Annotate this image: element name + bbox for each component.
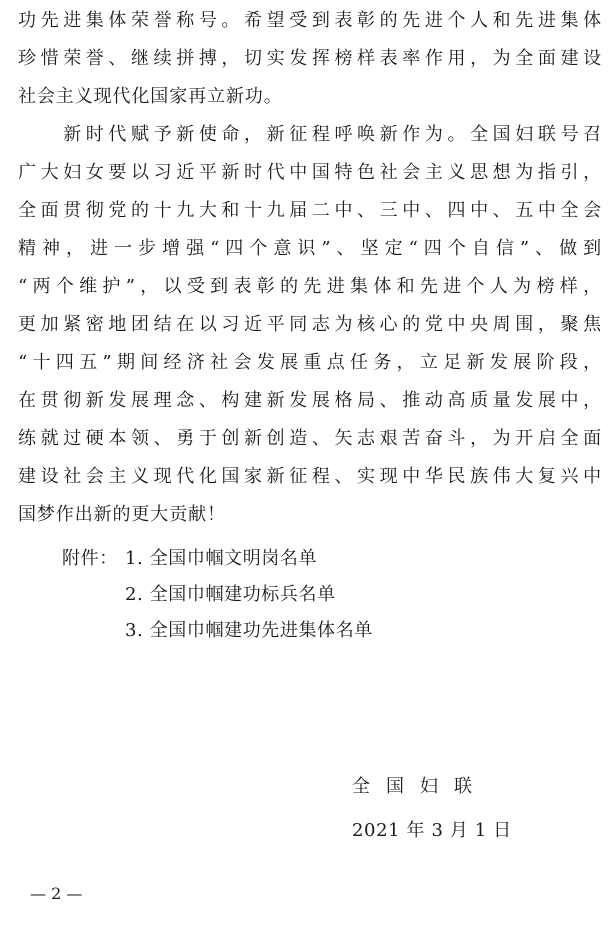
attachment-item-1: 1. 全国巾帼文明岗名单 — [125, 548, 318, 569]
paragraph-2-line-9: 练就过硬本领、勇于创新创造、矢志艰苦奋斗，为开启全面 — [18, 428, 602, 449]
paragraph-2-line-3: 全面贯彻党的十九大和十九届二中、三中、四中、五中全会 — [18, 200, 602, 221]
paragraph-2-line-2: 广大妇女要以习近平新时代中国特色社会主义思想为指引， — [18, 162, 602, 183]
paragraph-1-line-2: 珍惜荣誉、继续拼搏，切实发挥榜样表率作用，为全面建设 — [18, 48, 602, 69]
paragraph-2-line-11: 国梦作出新的更大贡献！ — [18, 504, 226, 525]
signature-date: 2021 年 3 月 1 日 — [352, 820, 512, 841]
paragraph-2-line-6: 更加紧密地团结在以习近平同志为核心的党中央周围，聚焦 — [18, 314, 602, 335]
paragraph-2-line-8: 在贯彻新发展理念、构建新发展格局、推动高质量发展中， — [18, 390, 602, 411]
paragraph-1-line-1: 功先进集体荣誉称号。希望受到表彰的先进个人和先进集体 — [18, 10, 602, 31]
paragraph-2-line-4: 精神，进一步增强“四个意识”、坚定“四个自信”、做到 — [18, 238, 602, 259]
paragraph-2-line-10: 建设社会主义现代化国家新征程、实现中华民族伟大复兴中 — [18, 466, 602, 487]
paragraph-2-line-5: “两个维护”，以受到表彰的先进集体和先进个人为榜样， — [18, 276, 602, 297]
page-number: — 2 — — [30, 884, 83, 903]
paragraph-1-line-3: 社会主义现代化国家再立新功。 — [18, 86, 283, 107]
attachment-item-3: 3. 全国巾帼建功先进集体名单 — [125, 620, 373, 641]
signature-organization: 全国妇联 — [352, 776, 488, 797]
attachments-label: 附件： — [62, 548, 118, 569]
attachment-item-2: 2. 全国巾帼建功标兵名单 — [125, 584, 336, 605]
paragraph-2-line-1: 新时代赋予新使命，新征程呼唤新作为。全国妇联号召 — [18, 124, 602, 145]
paragraph-2-line-7: “十四五”期间经济社会发展重点任务，立足新发展阶段， — [18, 352, 602, 373]
